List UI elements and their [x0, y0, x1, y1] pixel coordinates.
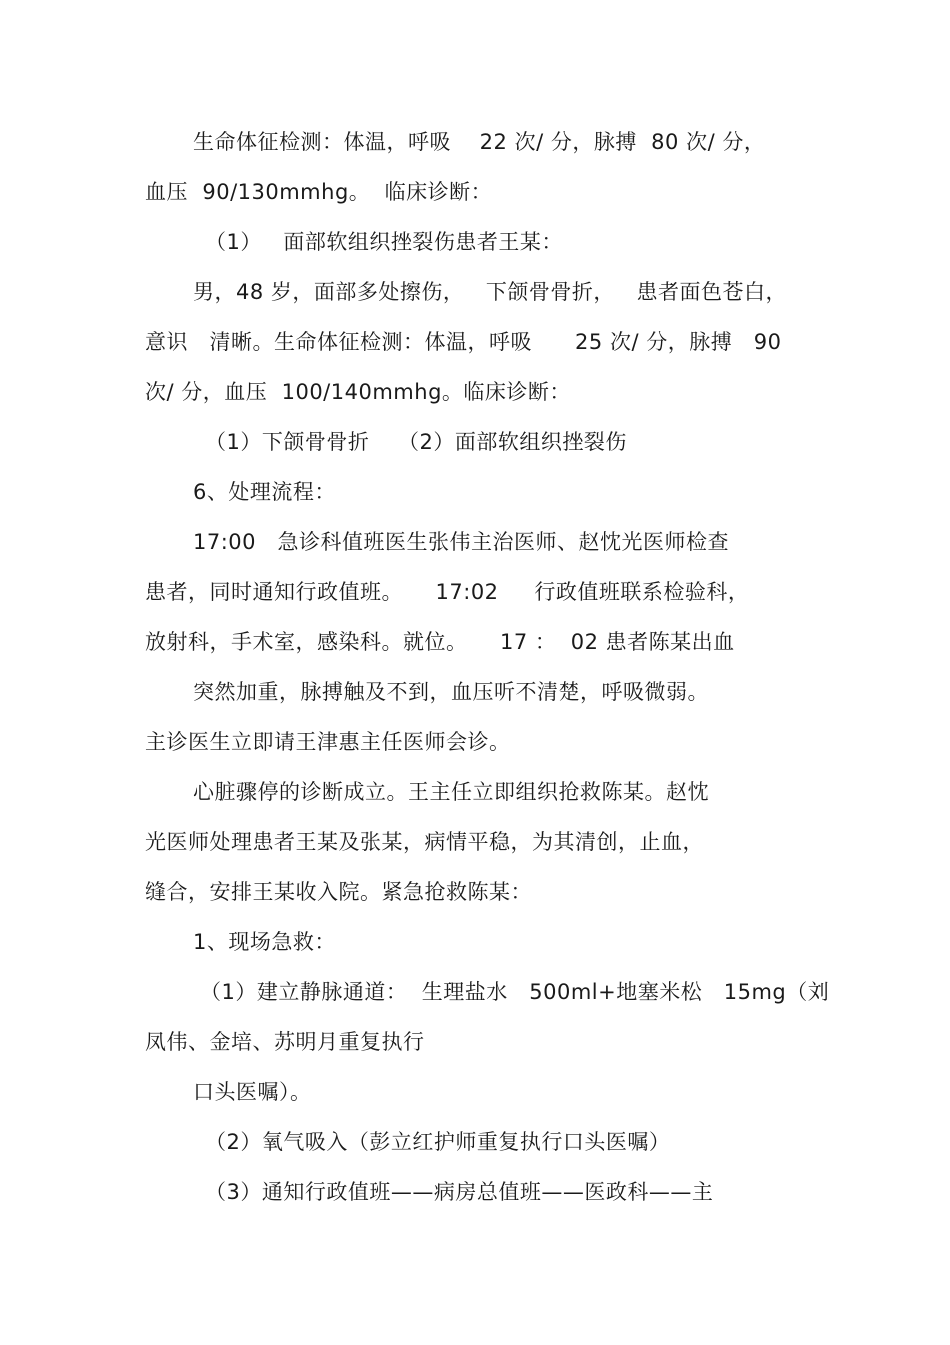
- text-line-5: 意识 清晰。生命体征检测：体温，呼吸 25 次/ 分，脉搏 90: [145, 330, 782, 354]
- text-line-16: 缝合，安排王某收入院。紧急抢救陈某：: [145, 880, 532, 904]
- text-line-18: （1）建立静脉通道： 生理盐水 500ml+地塞米松 15mg（刘: [200, 980, 830, 1004]
- text-line-8: 6、处理流程：: [193, 480, 336, 504]
- text-line-12: 突然加重，脉搏触及不到，血压听不清楚，呼吸微弱。: [193, 680, 709, 704]
- text-line-2: 血压 90/130mmhg。 临床诊断：: [145, 180, 493, 204]
- text-line-14: 心脏骤停的诊断成立。王主任立即组织抢救陈某。赵忱: [193, 780, 709, 804]
- text-line-17: 1、现场急救：: [193, 930, 336, 954]
- text-line-1: 生命体征检测：体温，呼吸 22 次/ 分，脉搏 80 次/ 分，: [193, 130, 766, 154]
- text-line-22: （3）通知行政值班——病房总值班——医政科——主: [205, 1180, 714, 1204]
- text-line-13: 主诊医生立即请王津惠主任医师会诊。: [145, 730, 511, 754]
- text-line-4: 男，48 岁，面部多处擦伤， 下颌骨骨折， 患者面色苍白，: [193, 280, 787, 304]
- text-line-7: （1）下颌骨骨折 （2）面部软组织挫裂伤: [205, 430, 627, 454]
- text-line-9: 17:00 急诊科值班医生张伟主治医师、赵忱光医师检查: [193, 530, 730, 554]
- text-line-21: （2）氧气吸入（彭立红护师重复执行口头医嘱）: [205, 1130, 671, 1154]
- text-line-15: 光医师处理患者王某及张某，病情平稳，为其清创，止血，: [145, 830, 704, 854]
- text-line-3: （1） 面部软组织挫裂伤患者王某：: [205, 230, 563, 254]
- text-line-6: 次/ 分，血压 100/140mmhg。临床诊断：: [145, 380, 571, 404]
- text-line-19: 凤伟、金培、苏明月重复执行: [145, 1030, 425, 1054]
- text-line-10: 患者，同时通知行政值班。 17:02 行政值班联系检验科，: [145, 580, 750, 604]
- text-line-20: 口头医嘱）。: [193, 1080, 312, 1104]
- text-line-11: 放射科，手术室，感染科。就位。 17 ： 02 患者陈某出血: [145, 630, 735, 654]
